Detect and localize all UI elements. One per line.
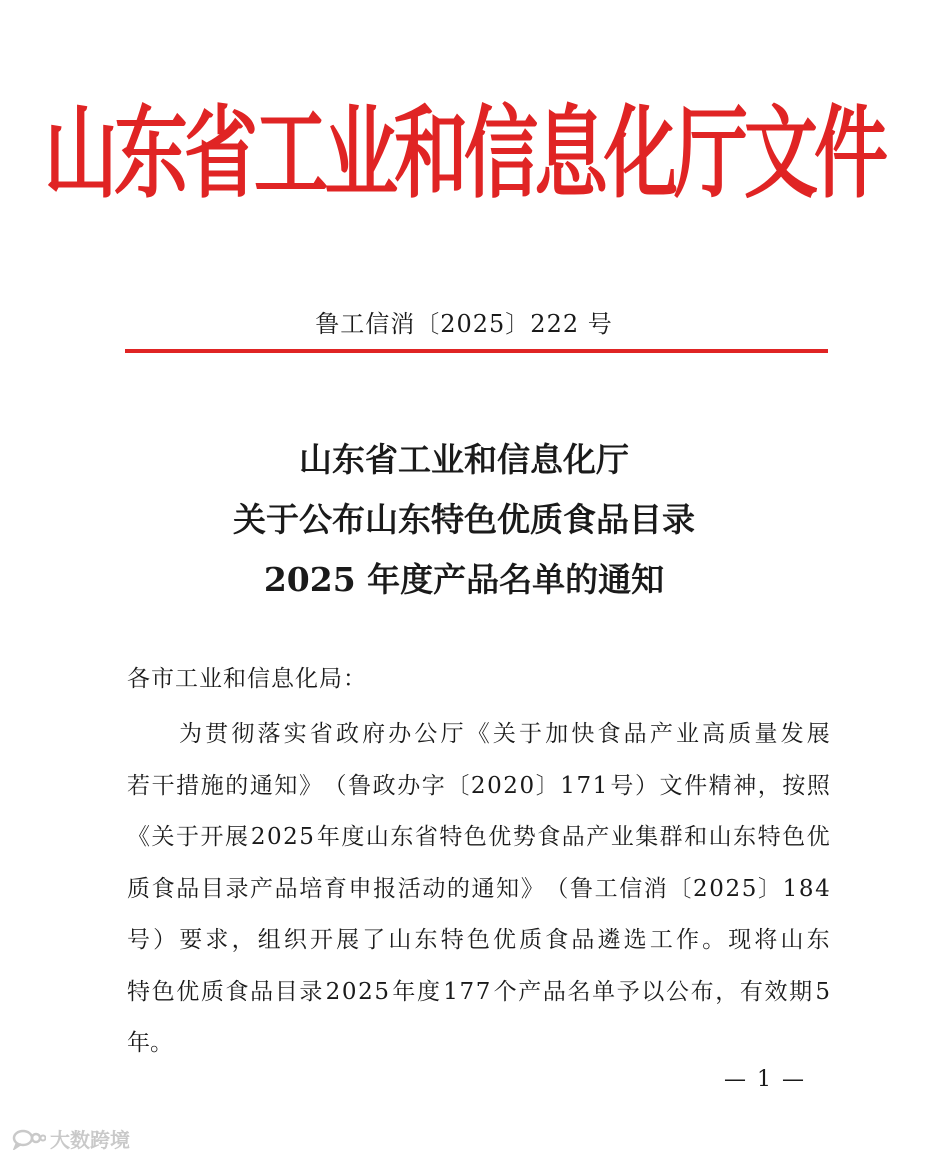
salutation: 各市工业和信息化局： (127, 666, 367, 692)
body-line: 号 ） 要 求 ， 组 织 开 展 了 山 东 特 色 优 质 食 品 遴 选 工 作 。 现 将 山 东 (127, 927, 830, 953)
title-line-3: 2025 年度产品名单的通知 (263, 560, 665, 599)
body-line: 若 干 措 施 的 通 知 》 （ 鲁 政 办 字 〔 2 0 2 0 〕 1 7 1 号 ） 文 件 精 神 ， 按 照 (127, 772, 830, 799)
chat-bubble-logo-icon (12, 1128, 46, 1150)
document-number: 鲁工信消〔2025〕222 号 (315, 310, 613, 338)
title-line-1: 山东省工业和信息化厅 (299, 440, 629, 479)
watermark (12, 1124, 130, 1153)
body-paragraph (127, 709, 830, 1070)
red-divider-line (125, 349, 828, 353)
body-line: 年。 (127, 1030, 173, 1056)
body-line: 特 色 优 质 食 品 目 录 2 0 2 5 年 度 1 7 7 个 产 品 名 单 予 以 公 布 ， 有 效 期 5 (127, 978, 830, 1005)
notice-title (0, 430, 928, 610)
page-number: — 1 — (724, 1067, 806, 1092)
title-line-2: 关于公布山东特色优质食品目录 (233, 500, 695, 539)
watermark-text: 大数跨境 (50, 1128, 130, 1152)
body-line: 《 关 于 开 展 2 0 2 5 年 度 山 东 省 特 色 优 势 食 品 产 业 集 群 和 山 东 特 色 优 (127, 824, 830, 850)
issuer-header-title: 山东省工业和信息化厅文件 (44, 95, 884, 213)
body-line: 为 贯 彻 落 实 省 政 府 办 公 厅 《 关 于 加 快 食 品 产 业 高 质 量 发 展 (179, 721, 830, 747)
body-line: 质 食 品 目 录 产 品 培 育 申 报 活 动 的 通 知 》 （ 鲁 工 信 消 〔 2 0 2 5 〕 1 8 4 (127, 875, 830, 902)
